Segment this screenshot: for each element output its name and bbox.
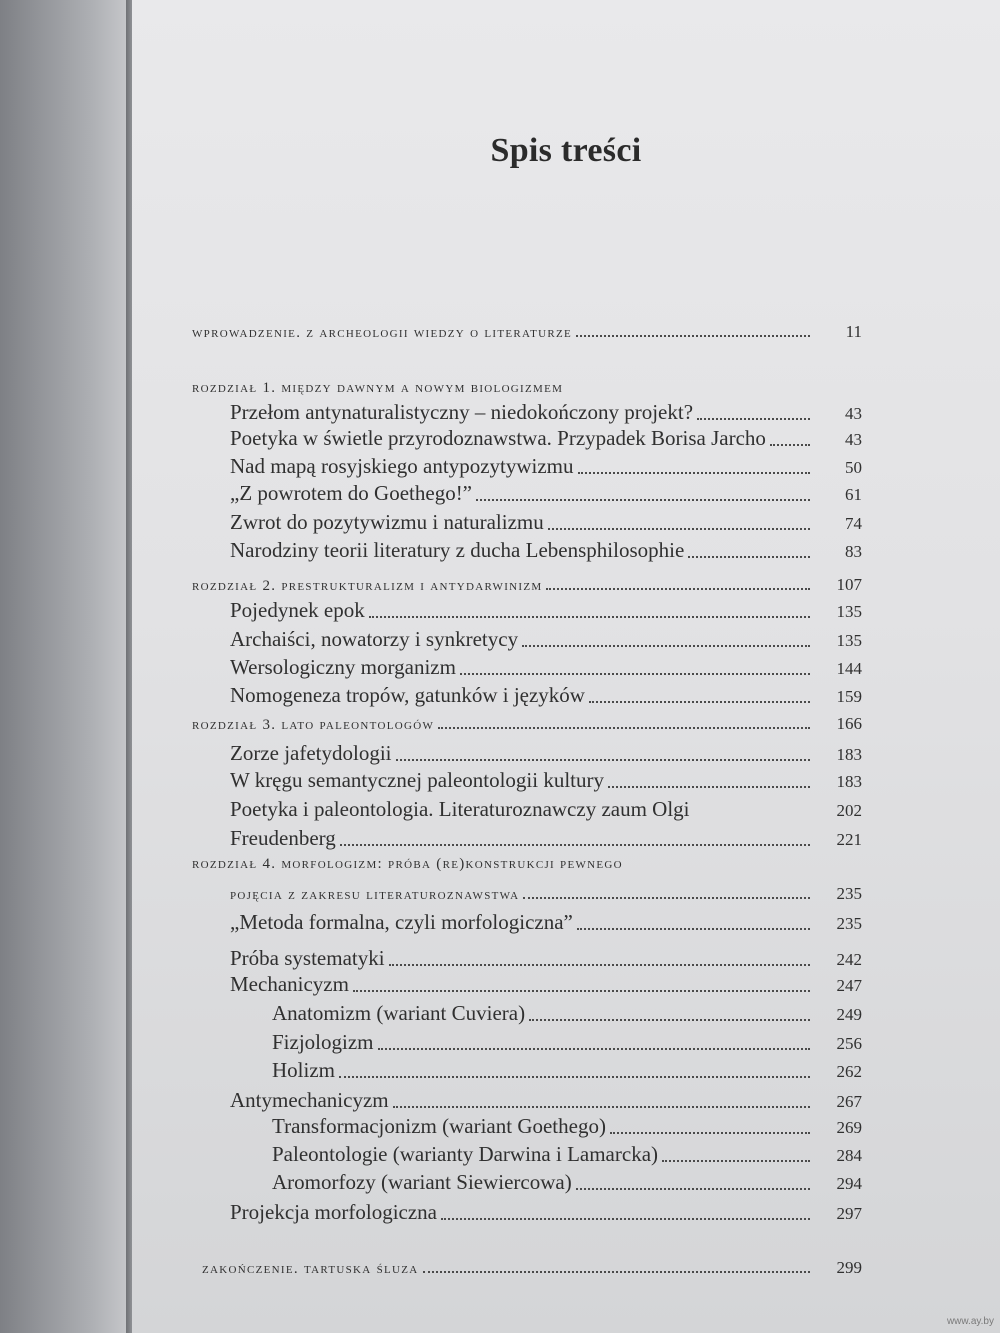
toc-page-number: 83 — [845, 542, 862, 561]
toc-page-number: 262 — [836, 1062, 862, 1081]
toc-page-number: 256 — [836, 1034, 862, 1053]
book-page — [132, 0, 1000, 1333]
toc-entry — [272, 1030, 862, 1055]
toc-entry — [272, 1114, 862, 1139]
dot-leader — [393, 1106, 810, 1108]
table-of-contents — [132, 0, 1000, 1333]
dot-leader — [441, 1218, 810, 1220]
toc-entry-label: Anatomizm (wariant Cuviera) — [272, 1001, 526, 1025]
toc-entry-label: Freudenberg — [230, 826, 336, 850]
toc-entry — [230, 454, 862, 479]
dot-leader — [546, 588, 810, 590]
dot-leader — [523, 897, 810, 899]
toc-entry — [230, 768, 862, 793]
toc-entry — [230, 538, 862, 563]
toc-entry-label: Nomogeneza tropów, gatunków i języków — [230, 683, 585, 707]
toc-entry-label: Poetyka w świetle przyrodoznawstwa. Przypadek Borisa Jarcho — [230, 426, 766, 450]
dot-leader — [578, 472, 810, 474]
toc-page-number: 135 — [836, 631, 862, 650]
watermark: www.ay.by — [946, 1316, 994, 1327]
toc-page-number: 247 — [836, 976, 862, 995]
dot-leader — [522, 645, 810, 647]
toc-entry — [230, 510, 862, 535]
toc-page-number: 11 — [845, 322, 862, 341]
toc-entry — [230, 826, 862, 851]
toc-page-number: 50 — [845, 458, 862, 477]
toc-entry — [272, 1142, 862, 1167]
toc-entry — [230, 426, 862, 451]
dot-leader — [396, 759, 810, 761]
toc-entry-label: W kręgu semantycznej paleontologii kultury — [230, 768, 605, 792]
toc-page-number: 166 — [836, 714, 862, 733]
toc-page-number: 135 — [836, 602, 862, 621]
dot-leader — [423, 1271, 810, 1273]
toc-page-number: 107 — [836, 575, 862, 594]
dot-leader — [697, 418, 810, 420]
toc-section-entry — [192, 856, 862, 873]
toc-entry — [272, 1170, 862, 1195]
toc-entry-label: rozdział 4. morfologizm: próba (re)konstrukcji pewnego — [192, 856, 623, 872]
dot-leader — [589, 701, 810, 703]
toc-entry — [230, 683, 862, 708]
toc-page-number: 144 — [836, 659, 862, 678]
toc-page-number: 235 — [836, 914, 862, 933]
toc-entry — [230, 481, 862, 506]
toc-entry-label: zakończenie. tartuska śluza — [202, 1261, 419, 1277]
toc-entry-label: „Metoda formalna, czyli morfologiczna” — [230, 910, 573, 934]
toc-entry-label: Mechanicyzm — [230, 972, 349, 996]
toc-page-number: 294 — [836, 1174, 862, 1193]
dot-leader — [339, 1076, 810, 1078]
dot-leader — [369, 616, 810, 618]
dot-leader — [770, 444, 810, 446]
toc-entry-label: Poetyka i paleontologia. Literaturoznawczy zaum Olgi — [230, 797, 690, 821]
dot-leader — [576, 335, 810, 337]
toc-page-number: 235 — [836, 884, 862, 903]
toc-page-number: 61 — [845, 485, 862, 504]
toc-entry-label: rozdział 1. między dawnym a nowym biologizmem — [192, 380, 564, 396]
toc-entry-label: Fizjologizm — [272, 1030, 374, 1054]
toc-section-entry — [202, 1258, 862, 1278]
toc-page-number: 221 — [836, 830, 862, 849]
toc-entry-label: Nad mapą rosyjskiego antypozytywizmu — [230, 454, 574, 478]
toc-page-number: 202 — [836, 801, 862, 820]
dot-leader — [577, 928, 810, 930]
toc-entry-label: Projekcja morfologiczna — [230, 1200, 438, 1224]
dot-leader — [662, 1160, 810, 1162]
toc-entry — [230, 910, 862, 935]
toc-page-number: 267 — [836, 1092, 862, 1111]
dot-leader — [688, 556, 810, 558]
toc-page-number: 242 — [836, 950, 862, 969]
toc-page-number: 297 — [836, 1204, 862, 1223]
dot-leader — [529, 1019, 810, 1021]
toc-section-entry — [192, 575, 862, 595]
toc-entry-label: Paleontologie (warianty Darwina i Lamarcka) — [272, 1142, 659, 1166]
toc-entry-label: rozdział 2. prestrukturalizm i antydarwinizm — [192, 578, 543, 594]
toc-page-number: 299 — [836, 1258, 862, 1277]
dot-leader — [576, 1188, 810, 1190]
toc-page-number: 284 — [836, 1146, 862, 1165]
toc-entry-label: Holizm — [272, 1058, 335, 1082]
toc-entry-label: Antymechanicyzm — [230, 1088, 389, 1112]
toc-entry-label: Pojedynek epok — [230, 598, 365, 622]
toc-page-number: 249 — [836, 1005, 862, 1024]
toc-entry-label: Archaiści, nowatorzy i synkretycy — [230, 627, 519, 651]
toc-page-number: 159 — [836, 687, 862, 706]
toc-entry — [230, 1088, 862, 1113]
page-title: Spis treści — [490, 132, 642, 169]
toc-page-number: 43 — [845, 430, 862, 449]
dot-leader — [476, 499, 810, 501]
toc-entry-label: Próba systematyki — [230, 946, 385, 970]
toc-section-entry — [192, 380, 862, 397]
toc-entry-label: wprowadzenie. z archeologii wiedzy o literaturze — [192, 325, 573, 341]
toc-section-entry — [230, 884, 862, 904]
dot-leader — [340, 844, 810, 846]
toc-entry-label: Wersologiczny morganizm — [230, 655, 456, 679]
dot-leader — [610, 1132, 810, 1134]
toc-entry — [230, 797, 862, 822]
dot-leader — [378, 1048, 811, 1050]
toc-entry — [272, 1058, 862, 1083]
toc-page-number: 183 — [836, 745, 862, 764]
toc-entry — [230, 598, 862, 623]
dot-leader — [353, 990, 810, 992]
toc-page-number: 183 — [836, 772, 862, 791]
toc-entry-label: Aromorfozy (wariant Siewiercowa) — [272, 1170, 572, 1194]
toc-entry-label: Transformacjonizm (wariant Goethego) — [272, 1114, 606, 1138]
toc-entry-label: Zwrot do pozytywizmu i naturalizmu — [230, 510, 544, 534]
toc-page-number: 269 — [836, 1118, 862, 1137]
previous-page-edge — [0, 0, 132, 1333]
toc-entry — [230, 972, 862, 997]
toc-entry — [230, 946, 862, 971]
toc-page-number: 74 — [845, 514, 862, 533]
dot-leader — [460, 673, 810, 675]
toc-section-entry — [192, 714, 862, 734]
toc-entry-label: pojęcia z zakresu literaturoznawstwa — [230, 887, 520, 903]
dot-leader — [389, 964, 810, 966]
dot-leader — [438, 727, 810, 729]
toc-entry-label: Narodziny teorii literatury z ducha Lebensphilosophie — [230, 538, 685, 562]
toc-section-entry — [192, 322, 862, 342]
toc-entry-label: Przełom antynaturalistyczny – niedokończony projekt? — [230, 400, 694, 424]
toc-page-number: 43 — [845, 404, 862, 423]
toc-entry — [230, 655, 862, 680]
toc-entry-label: Zorze jafetydologii — [230, 741, 392, 765]
toc-entry-label: „Z powrotem do Goethego!” — [230, 481, 473, 505]
toc-entry — [230, 627, 862, 652]
toc-entry — [230, 400, 862, 425]
dot-leader — [608, 786, 810, 788]
toc-entry-label: rozdział 3. lato paleontologów — [192, 717, 435, 733]
toc-entry — [272, 1001, 862, 1026]
toc-entry — [230, 1200, 862, 1225]
toc-entry — [230, 741, 862, 766]
dot-leader — [548, 528, 810, 530]
